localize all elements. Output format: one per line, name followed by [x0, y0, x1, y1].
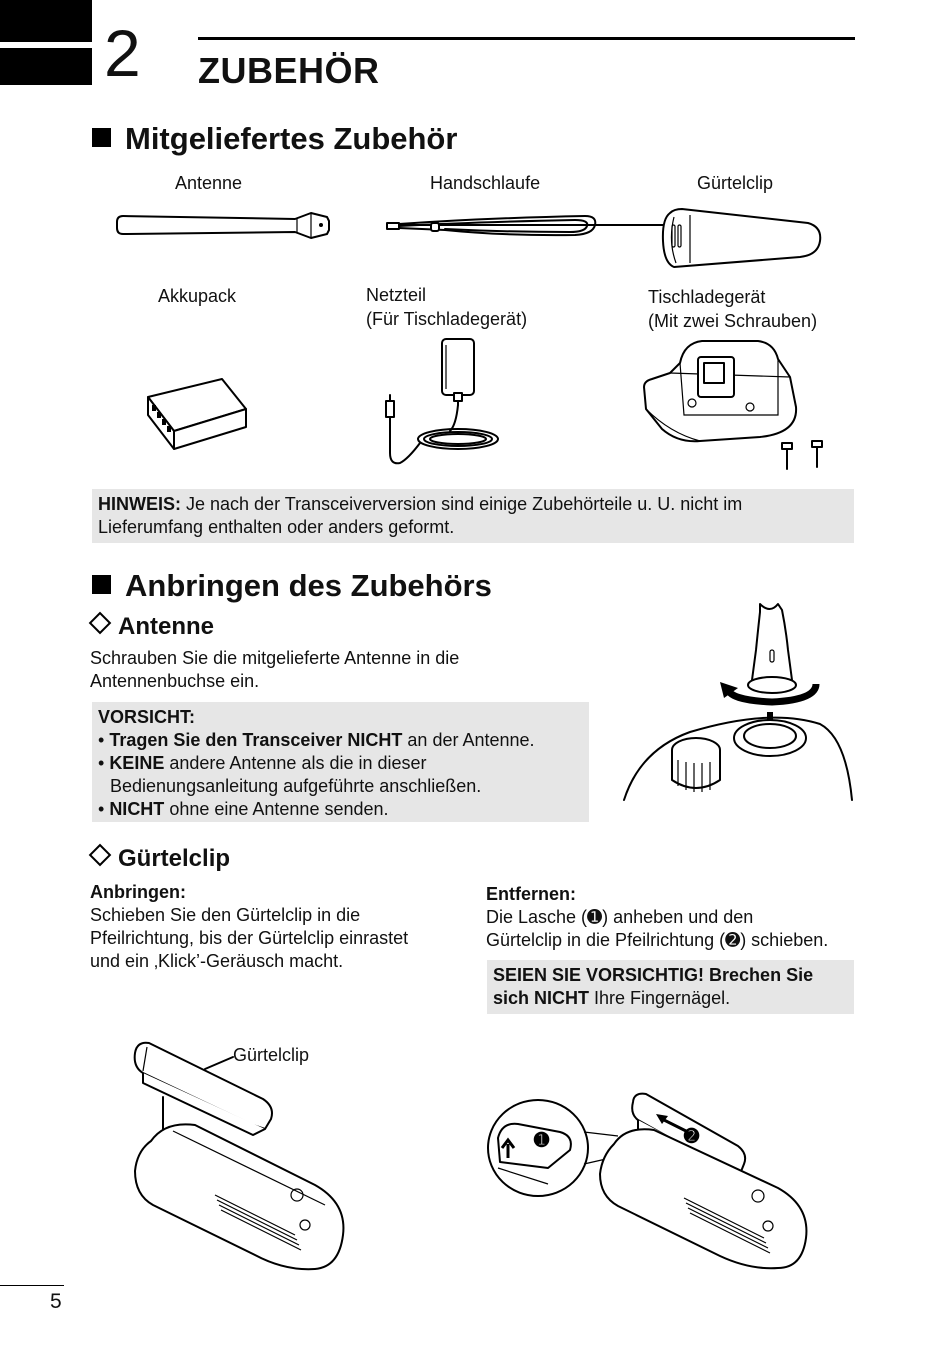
chapter-tab-top	[0, 0, 92, 42]
caution-item-2-line2: Bedienungsanleitung aufgeführte anschließen.	[110, 776, 482, 796]
square-bullet-icon	[92, 128, 111, 147]
diamond-bullet-icon	[89, 844, 112, 867]
chapter-title: ZUBEHÖR	[198, 50, 380, 91]
label-netzteil: Netzteil	[366, 285, 427, 305]
label-tischladegeraet: Tischladegerät	[648, 287, 766, 307]
subheading-text: Antenne	[118, 613, 214, 640]
warning-line2-text: Ihre Fingernägel.	[589, 988, 731, 1008]
caution-item-2-bold: KEINE	[109, 753, 165, 773]
handstrap-illustration	[385, 210, 600, 245]
chapter-rule	[198, 37, 855, 40]
beltclip-remove-illustration	[488, 1088, 833, 1273]
subheading-guertelclip	[88, 845, 230, 873]
caution-label: VORSICHT:	[98, 707, 196, 727]
remove-line1: Die Lasche (➊) anheben und den	[486, 907, 754, 927]
remove-line2: Gürtelclip in die Pfeilrichtung (➋) schieben.	[486, 930, 829, 950]
antenna-illustration	[115, 210, 335, 250]
label-netzteil-sub: (Für Tischladegerät)	[366, 309, 528, 329]
label-tischladegeraet-sub: (Mit zwei Schrauben)	[648, 311, 818, 331]
ac-adapter-illustration	[380, 335, 505, 470]
square-bullet-icon	[92, 575, 111, 594]
caution-item-1-bold: Tragen Sie den Transceiver NICHT	[109, 730, 403, 750]
remove-label: Entfernen:	[486, 884, 576, 904]
label-akkupack: Akkupack	[158, 286, 237, 306]
step1-marker: ➊	[534, 1130, 550, 1150]
caution-item-1: • Tragen Sie den Transceiver NICHT an der Antenne.	[98, 730, 535, 750]
antenna-instruction	[90, 647, 459, 693]
battery-pack-illustration	[140, 375, 255, 455]
attach-line3: und ein ‚Klick’-Geräusch macht.	[90, 951, 344, 971]
diamond-bullet-icon	[89, 612, 112, 635]
attach-instructions	[90, 881, 408, 973]
step2-marker: ➋	[684, 1126, 700, 1146]
attach-line1: Schieben Sie den Gürtelclip in die	[90, 905, 361, 925]
note-text-line2: Lieferumfang enthalten oder anders geformt.	[98, 517, 455, 537]
subheading-text: Gürtelclip	[118, 845, 231, 872]
chapter-number: 2	[104, 16, 141, 90]
note-label: HINWEIS:	[98, 494, 181, 514]
antenna-instruction-line2: Antennenbuchse ein.	[90, 671, 260, 691]
note-box	[92, 489, 854, 543]
caution-box	[92, 702, 589, 822]
attach-label: Anbringen:	[90, 882, 186, 902]
label-handschlaufe: Handschlaufe	[430, 173, 541, 193]
caution-item-2-text: andere Antenne als die in dieser	[164, 753, 427, 773]
warning-box	[487, 960, 854, 1014]
section-heading-attach	[92, 568, 492, 604]
footer-rule	[0, 1285, 64, 1286]
label-guertelclip: Gürtelclip	[697, 173, 774, 193]
antenna-instruction-line1: Schrauben Sie die mitgelieferte Antenne in die	[90, 648, 460, 668]
desktop-charger-illustration	[640, 337, 840, 477]
remove-instructions	[486, 883, 828, 952]
caution-item-3: • NICHT ohne eine Antenne senden.	[98, 799, 389, 819]
page-number: 5	[50, 1290, 62, 1313]
subheading-antenne	[88, 613, 214, 641]
beltclip-illustration	[660, 205, 825, 273]
beltclip-attach-illustration	[125, 1035, 355, 1275]
chapter-tab-bottom	[0, 48, 92, 85]
warning-line2	[493, 987, 848, 1010]
caution-item-1-text: an der Antenne.	[402, 730, 535, 750]
section-heading-supplied	[92, 121, 457, 157]
warning-line2-bold: sich NICHT	[493, 988, 590, 1008]
caution-item-3-bold: NICHT	[109, 799, 165, 819]
caution-item-2: • KEINE andere Antenne als die in dieser	[98, 753, 427, 773]
note-text-line1: Je nach der Transceiverversion sind einige Zubehörteile u. U. nicht im	[181, 494, 743, 514]
figure-label-guertelclip: Gürtelclip	[233, 1045, 310, 1065]
warning-line1: SEIEN SIE VORSICHTIG! Brechen Sie	[493, 965, 814, 985]
section-title: Anbringen des Zubehörs	[125, 568, 492, 603]
attach-line2: Pfeilrichtung, bis der Gürtelclip einrastet	[90, 928, 409, 948]
caution-item-3-text: ohne eine Antenne senden.	[164, 799, 389, 819]
section-title: Mitgeliefertes Zubehör	[125, 121, 458, 156]
antenna-attach-illustration	[620, 600, 855, 805]
label-antenne: Antenne	[175, 173, 243, 193]
